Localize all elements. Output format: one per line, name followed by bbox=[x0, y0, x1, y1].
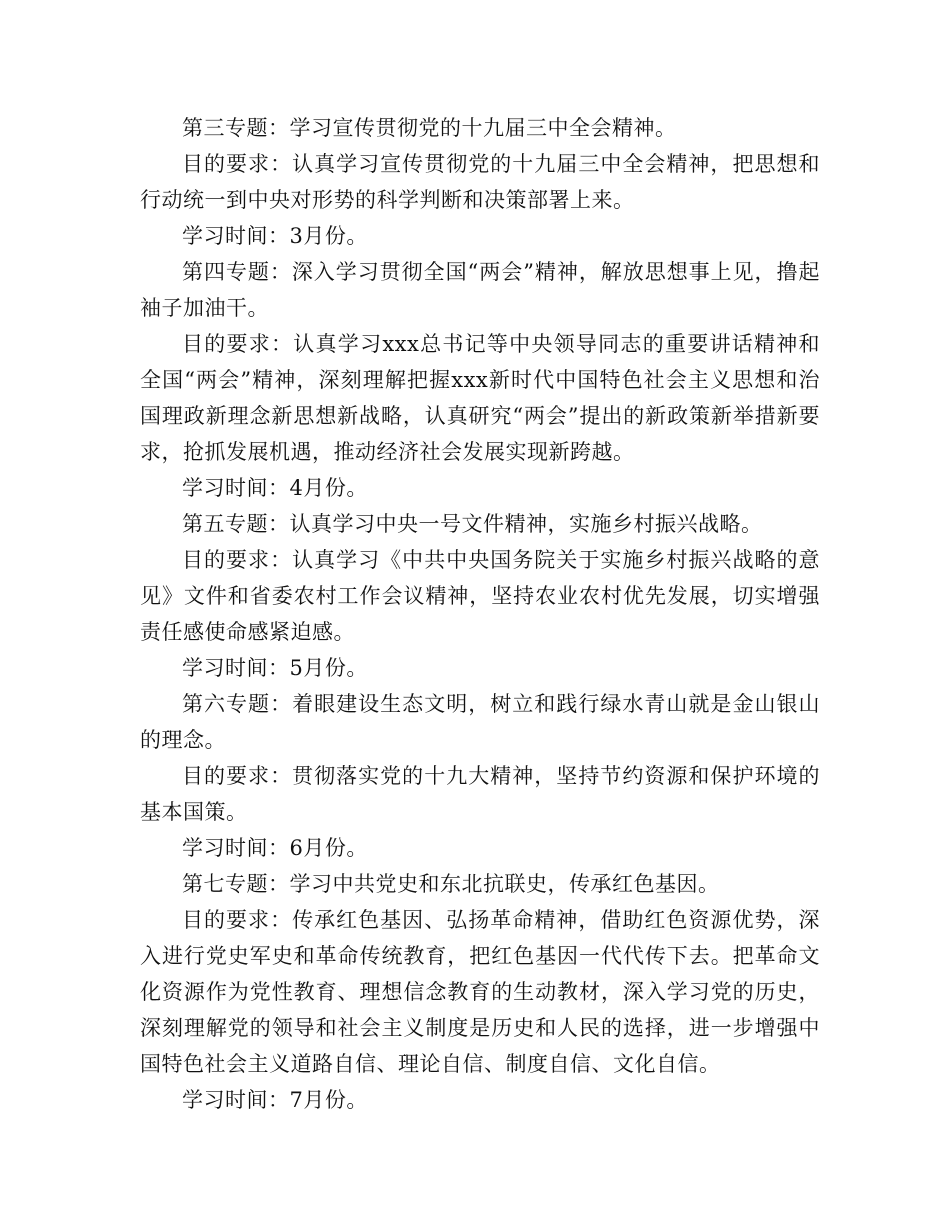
topic-3-requirements: 目的要求：认真学习宣传贯彻党的十九届三中全会精神，把思想和行动统一到中央对形势的科学判断和决策部署上来。 bbox=[140, 152, 820, 212]
topic-3-study-time: 学习时间：3月份。 bbox=[182, 224, 368, 248]
topic-7-requirements: 目的要求：传承红色基因、弘扬革命精神，借助红色资源优势，深入进行党史军史和革命传统教育，把红色基因一代代传下去。把革命文化资源作为党性教育、理想信念教育的生动教材，深入学习党的历史，深刻理解党的领导和社会主义制度是历史和人民的选择，进一步增强中国特色社会主义道路自信、理论自信、制度自信、文化自信。 bbox=[140, 908, 820, 1076]
topic-4-requirements: 目的要求：认真学习xxx总书记等中央领导同志的重要讲话精神和全国“两会”精神，深刻理解把握xxx新时代中国特色社会主义思想和治国理政新理念新思想新战略，认真研究“两会”提出的新政策新举措新要求，抢抓发展机遇，推动经济社会发展实现新跨越。 bbox=[140, 332, 820, 464]
topic-4-study-time: 学习时间：4月份。 bbox=[182, 476, 368, 500]
topic-5-study-time: 学习时间：5月份。 bbox=[182, 656, 368, 680]
topic-6-title: 第六专题：着眼建设生态文明，树立和践行绿水青山就是金山银山的理念。 bbox=[140, 692, 820, 752]
topic-3-title: 第三专题：学习宣传贯彻党的十九届三中全会精神。 bbox=[182, 116, 677, 140]
topic-4-title: 第四专题：深入学习贯彻全国“两会”精神，解放思想事上见，撸起袖子加油干。 bbox=[140, 260, 820, 320]
topic-6-requirements: 目的要求：贯彻落实党的十九大精神，坚持节约资源和保护环境的基本国策。 bbox=[140, 764, 820, 824]
topic-7-title: 第七专题：学习中共党史和东北抗联史，传承红色基因。 bbox=[182, 872, 720, 896]
topic-7-study-time: 学习时间：7月份。 bbox=[182, 1088, 368, 1112]
topic-5-title: 第五专题：认真学习中央一号文件精神，实施乡村振兴战略。 bbox=[182, 512, 763, 536]
topic-5-requirements: 目的要求：认真学习《中共中央国务院关于实施乡村振兴战略的意见》文件和省委农村工作会议精神，坚持农业农村优先发展，切实增强责任感使命感紧迫感。 bbox=[140, 548, 820, 644]
topic-6-study-time: 学习时间：6月份。 bbox=[182, 836, 368, 860]
